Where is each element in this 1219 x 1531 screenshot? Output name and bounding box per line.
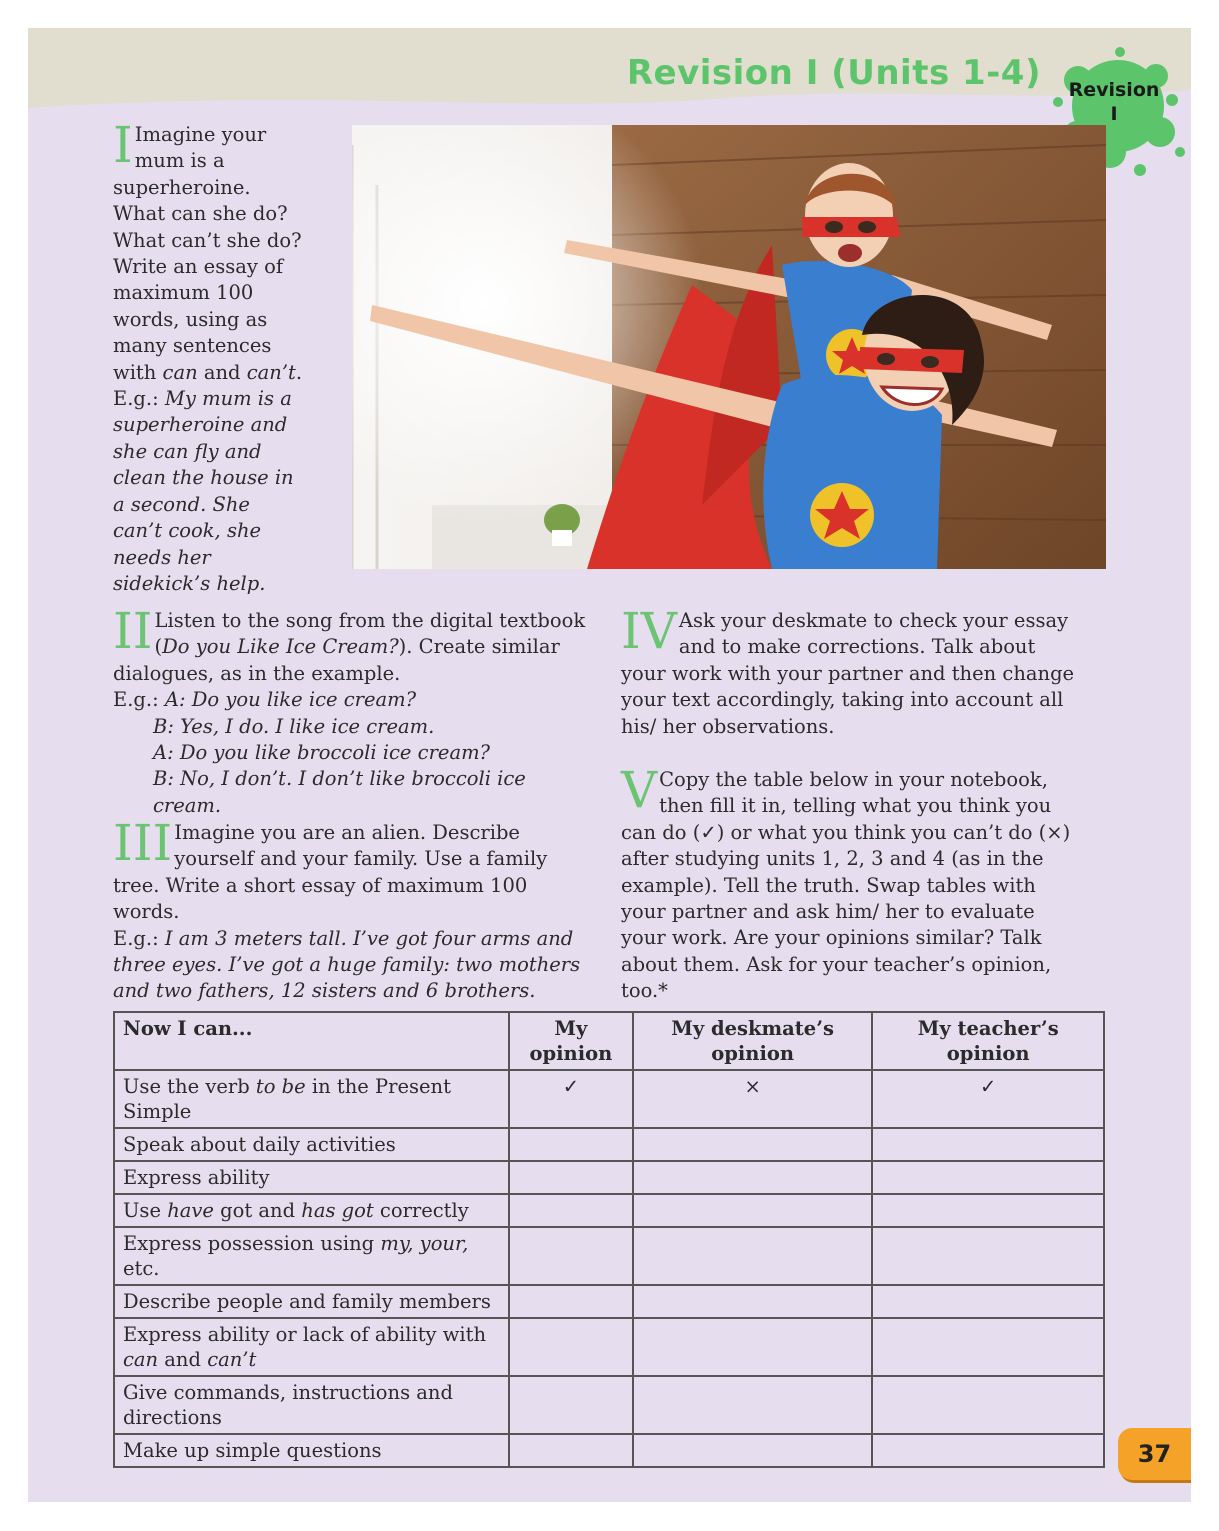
skill-text: Express possession using bbox=[123, 1232, 381, 1255]
opinion-cell-teacher[interactable] bbox=[872, 1161, 1104, 1194]
skill-cell bbox=[114, 1070, 509, 1128]
skill-cell bbox=[114, 1434, 509, 1467]
exercise-5 bbox=[621, 761, 1076, 1005]
exercise-5-text: Copy the table below in your notebook, then fill it in, telling what you think you can do ( bbox=[621, 768, 1052, 844]
header-deskmate-opinion: My deskmate’s opinion bbox=[633, 1012, 873, 1070]
skill-text: Speak about daily activities bbox=[123, 1133, 396, 1156]
header-my-opinion: My opinion bbox=[509, 1012, 633, 1070]
exercise-4-text: Ask your deskmate to check your essay and to make corrections. Talk about your work with your partner and then change your text accordingly, taking into account all his/ her observations. bbox=[621, 609, 1075, 738]
exercise-2-text-end: ). Create similar dialogues, as in the example. bbox=[113, 635, 560, 685]
opinion-cell-mine[interactable] bbox=[509, 1376, 633, 1434]
opinion-cell-teacher[interactable] bbox=[872, 1376, 1104, 1434]
table-row bbox=[114, 1128, 1104, 1161]
superhero-photo bbox=[352, 125, 1106, 569]
table-body bbox=[114, 1070, 1104, 1467]
opinion-cell-deskmate[interactable] bbox=[633, 1434, 873, 1467]
opinion-cell-deskmate[interactable] bbox=[633, 1376, 873, 1434]
skill-text: to be bbox=[255, 1075, 306, 1098]
opinion-cell-deskmate[interactable] bbox=[633, 1318, 873, 1376]
dialogue-line: A: Do you like ice cream? bbox=[164, 688, 417, 712]
self-assessment-table bbox=[113, 1011, 1105, 1468]
exercise-4 bbox=[621, 602, 1076, 740]
page bbox=[28, 28, 1191, 1502]
opinion-cell-teacher[interactable] bbox=[872, 1128, 1104, 1161]
exercise-3 bbox=[113, 814, 593, 1005]
skill-cell bbox=[114, 1227, 509, 1285]
cross-icon: × bbox=[1046, 820, 1063, 844]
exercise-1-example: My mum is a superheroine and she can fly and clean the house in a second. She can’t cook, she needs her sidekick’s help. bbox=[113, 387, 294, 595]
skill-text: Express ability or lack of ability with bbox=[123, 1323, 487, 1346]
page-number: 37 bbox=[1118, 1428, 1191, 1480]
exercise-3-numeral: III bbox=[113, 814, 173, 872]
eg-label: E.g.: bbox=[113, 926, 165, 950]
table-header-row bbox=[114, 1012, 1104, 1070]
opinion-cell-deskmate[interactable] bbox=[633, 1227, 873, 1285]
skill-text: and bbox=[158, 1348, 208, 1371]
skill-cell bbox=[114, 1318, 509, 1376]
opinion-cell-deskmate[interactable] bbox=[633, 1161, 873, 1194]
table-row bbox=[114, 1227, 1104, 1285]
skill-text: can bbox=[123, 1348, 159, 1371]
exercise-5-text-mid: ) or what you think you can’t do ( bbox=[716, 820, 1047, 844]
exercise-5-numeral: V bbox=[621, 761, 658, 819]
exercise-1 bbox=[113, 116, 303, 597]
exercise-3-example: I am 3 meters tall. I’ve got four arms and three eyes. I’ve got a huge family: two mothers and two fathers, 12 sisters and 6 brothers. bbox=[113, 926, 581, 1003]
word-can: can bbox=[162, 360, 198, 384]
word-cant: can’t bbox=[246, 360, 296, 384]
opinion-cell-deskmate[interactable] bbox=[633, 1194, 873, 1227]
skill-text: Give commands, instructions and directions bbox=[123, 1381, 453, 1429]
skill-cell bbox=[114, 1376, 509, 1434]
exercise-1-numeral: I bbox=[113, 116, 133, 174]
opinion-cell-mine[interactable] bbox=[509, 1285, 633, 1318]
opinion-cell-mine[interactable] bbox=[509, 1128, 633, 1161]
skill-text: Make up simple questions bbox=[123, 1439, 382, 1462]
opinion-cell-mine[interactable] bbox=[509, 1434, 633, 1467]
skill-text: can’t bbox=[207, 1348, 257, 1371]
eg-label: E.g.: bbox=[113, 387, 165, 411]
period: . bbox=[295, 360, 303, 384]
dialogue-line: B: Yes, I do. I like ice cream. bbox=[153, 714, 435, 738]
opinion-cell-mine[interactable] bbox=[509, 1318, 633, 1376]
eg-label: E.g.: bbox=[113, 688, 165, 712]
exercise-4-numeral: IV bbox=[621, 602, 677, 660]
skill-cell bbox=[114, 1194, 509, 1227]
skill-text: Use the verb bbox=[123, 1075, 256, 1098]
skill-text: got and bbox=[213, 1199, 302, 1222]
table-row bbox=[114, 1318, 1104, 1376]
exercise-2-text: Listen to the song from the digital textbook ( bbox=[154, 609, 586, 659]
dialogue-line: A: Do you like broccoli ice cream? bbox=[153, 741, 491, 765]
table-row bbox=[114, 1285, 1104, 1318]
opinion-cell-deskmate[interactable] bbox=[633, 1128, 873, 1161]
skill-text: Express ability bbox=[123, 1166, 270, 1189]
skill-cell bbox=[114, 1285, 509, 1318]
exercise-3-text: Imagine you are an alien. Describe yourself and your family. Use a family tree. Write a short essay of maximum 100 words. bbox=[113, 821, 548, 924]
exercise-1-text: Imagine your mum is a superheroine. What can she do? What can’t she do? Write an essay of maximum 100 words, using as many sentences with bbox=[113, 123, 302, 384]
check-icon: ✓ bbox=[700, 820, 717, 844]
table-row bbox=[114, 1070, 1104, 1128]
skill-cell bbox=[114, 1161, 509, 1194]
opinion-cell-mine[interactable] bbox=[509, 1161, 633, 1194]
skill-text: etc. bbox=[123, 1257, 160, 1280]
skill-text: my, your, bbox=[380, 1232, 469, 1255]
table-row bbox=[114, 1161, 1104, 1194]
table-row bbox=[114, 1376, 1104, 1434]
skill-text: Describe people and family members bbox=[123, 1290, 491, 1313]
table-row bbox=[114, 1194, 1104, 1227]
revision-badge bbox=[1056, 78, 1172, 126]
opinion-cell-teacher[interactable] bbox=[872, 1227, 1104, 1285]
opinion-cell-mine[interactable] bbox=[509, 1194, 633, 1227]
badge-line-1: Revision bbox=[1068, 79, 1160, 101]
skill-text: in the Present Simple bbox=[123, 1075, 451, 1123]
opinion-cell-deskmate[interactable] bbox=[633, 1285, 873, 1318]
dialogue-line: B: No, I don’t. I don’t like broccoli ice cream. bbox=[153, 767, 526, 817]
skill-text: has got bbox=[301, 1199, 374, 1222]
opinion-cell-teacher[interactable] bbox=[872, 1285, 1104, 1318]
skill-text: Use bbox=[123, 1199, 168, 1222]
skill-cell bbox=[114, 1128, 509, 1161]
opinion-cell-teacher[interactable] bbox=[872, 1434, 1104, 1467]
opinion-cell-mine[interactable] bbox=[509, 1227, 633, 1285]
opinion-cell-teacher[interactable]: ✓ bbox=[872, 1070, 1104, 1128]
opinion-cell-deskmate[interactable]: × bbox=[633, 1070, 873, 1128]
skill-text: correctly bbox=[373, 1199, 469, 1222]
exercise-2-numeral: II bbox=[113, 602, 153, 660]
skill-text: have bbox=[167, 1199, 214, 1222]
badge-line-2: I bbox=[1110, 103, 1118, 125]
header-teacher-opinion: My teacher’s opinion bbox=[872, 1012, 1104, 1070]
opinion-cell-teacher[interactable] bbox=[872, 1194, 1104, 1227]
opinion-cell-teacher[interactable] bbox=[872, 1318, 1104, 1376]
exercise-5-text-end: ) after studying units 1, 2, 3 and 4 (as in the example). Tell the truth. Swap tables with your partner and ask him/ her to evaluate your work. Are your opinions similar? Talk about them. Ask for your teacher’s opinion, too.* bbox=[621, 820, 1071, 1003]
word-and: and bbox=[197, 360, 247, 384]
page-title: Revision I (Units 1-4) bbox=[626, 53, 1041, 93]
opinion-cell-mine[interactable]: ✓ bbox=[509, 1070, 633, 1128]
exercise-2 bbox=[113, 602, 593, 819]
song-title: Do you Like Ice Cream? bbox=[162, 635, 399, 659]
header-now-i-can: Now I can... bbox=[114, 1012, 509, 1070]
table-row bbox=[114, 1434, 1104, 1467]
